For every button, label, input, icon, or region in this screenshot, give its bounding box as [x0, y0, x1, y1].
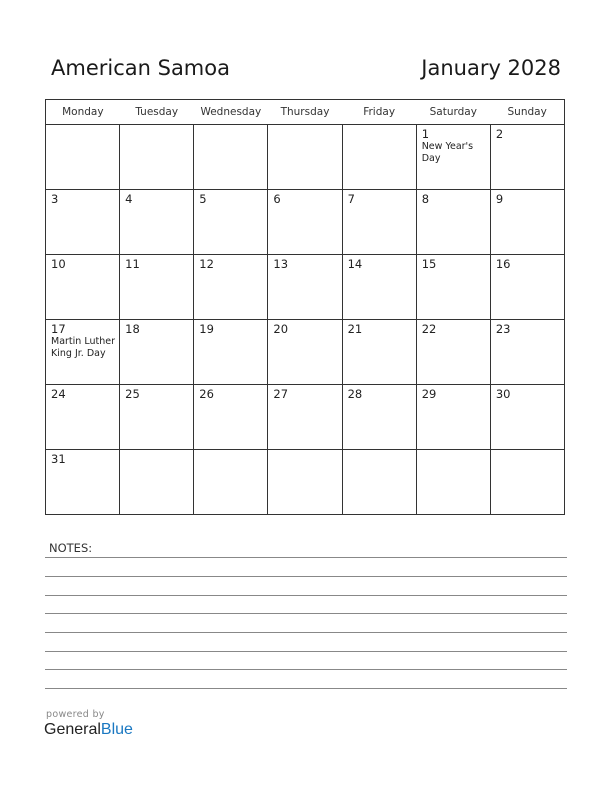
- day-number: 15: [421, 257, 437, 271]
- day-cell[interactable]: [416, 385, 490, 450]
- day-cell[interactable]: [490, 320, 564, 385]
- day-number: [46, 125, 119, 127]
- region-title: American Samoa: [51, 56, 230, 80]
- day-number: 27: [273, 387, 289, 401]
- note-line[interactable]: [45, 669, 567, 670]
- brand-general: General: [44, 721, 101, 738]
- week-row: [46, 385, 565, 450]
- day-number: 5: [199, 192, 207, 206]
- weekday-sunday: Sunday: [490, 100, 564, 125]
- day-cell[interactable]: [120, 255, 194, 320]
- holiday-label: New Year's Day: [421, 141, 474, 164]
- day-number: 18: [125, 322, 140, 336]
- day-cell[interactable]: [342, 450, 416, 515]
- day-cell[interactable]: [46, 385, 120, 450]
- note-line[interactable]: [45, 595, 567, 596]
- brand-logo[interactable]: [44, 721, 133, 739]
- weekday-friday: Friday: [342, 100, 416, 125]
- day-number: 17: [51, 322, 66, 336]
- day-number: [194, 450, 267, 452]
- day-cell[interactable]: [416, 125, 490, 190]
- day-cell[interactable]: [490, 255, 564, 320]
- day-number: 2: [495, 127, 504, 141]
- day-number: 23: [495, 322, 511, 336]
- day-cell[interactable]: [194, 190, 268, 255]
- day-number: 28: [347, 387, 363, 401]
- day-number: 7: [347, 192, 355, 206]
- day-number: 13: [273, 257, 289, 271]
- day-number: 1: [421, 127, 430, 141]
- day-cell[interactable]: [268, 320, 342, 385]
- day-cell[interactable]: [120, 190, 194, 255]
- day-cell[interactable]: [490, 190, 564, 255]
- day-number: [417, 450, 490, 452]
- day-number: 21: [347, 322, 363, 336]
- day-number: 14: [347, 257, 363, 271]
- day-cell[interactable]: [268, 450, 342, 515]
- day-cell[interactable]: [490, 450, 564, 515]
- calendar-grid: [45, 99, 565, 515]
- day-cell[interactable]: [342, 190, 416, 255]
- day-cell[interactable]: [342, 385, 416, 450]
- day-number: [268, 125, 341, 127]
- weekday-thursday: Thursday: [268, 100, 342, 125]
- day-cell[interactable]: [46, 320, 120, 385]
- note-line[interactable]: [45, 688, 567, 689]
- day-number: [120, 125, 193, 127]
- day-number: 10: [51, 257, 66, 271]
- day-cell[interactable]: [46, 125, 120, 190]
- day-number: 24: [51, 387, 66, 401]
- note-line[interactable]: [45, 632, 567, 633]
- day-cell[interactable]: [268, 255, 342, 320]
- day-cell[interactable]: [342, 255, 416, 320]
- day-cell[interactable]: [46, 255, 120, 320]
- day-cell[interactable]: [490, 125, 564, 190]
- day-number: 16: [495, 257, 511, 271]
- day-cell[interactable]: [416, 255, 490, 320]
- weekday-saturday: Saturday: [416, 100, 490, 125]
- day-number: 29: [421, 387, 437, 401]
- day-number: 26: [199, 387, 214, 401]
- month-year-title: January 2028: [421, 56, 561, 80]
- day-number: [343, 125, 416, 127]
- week-row: [46, 255, 565, 320]
- day-cell[interactable]: [120, 385, 194, 450]
- day-number: 20: [273, 322, 289, 336]
- day-number: 8: [421, 192, 430, 206]
- note-line[interactable]: [45, 651, 567, 652]
- note-line[interactable]: [45, 576, 567, 577]
- weekday-header-row: [46, 100, 565, 125]
- day-number: 11: [125, 257, 140, 271]
- day-cell[interactable]: [268, 385, 342, 450]
- day-number: 4: [125, 192, 133, 206]
- day-number: 6: [273, 192, 281, 206]
- day-number: [194, 125, 267, 127]
- day-cell[interactable]: [194, 320, 268, 385]
- day-cell[interactable]: [194, 125, 268, 190]
- day-cell[interactable]: [268, 125, 342, 190]
- day-number: 12: [199, 257, 214, 271]
- day-cell[interactable]: [120, 450, 194, 515]
- day-cell[interactable]: [416, 450, 490, 515]
- holiday-label: Martin Luther King Jr. Day: [51, 336, 115, 359]
- day-cell[interactable]: [194, 450, 268, 515]
- day-number: 3: [51, 192, 59, 206]
- day-number: 30: [495, 387, 511, 401]
- day-number: [491, 450, 564, 452]
- week-row: [46, 320, 565, 385]
- day-cell[interactable]: [46, 450, 120, 515]
- day-cell[interactable]: [46, 190, 120, 255]
- brand-blue: Blue: [100, 721, 133, 738]
- week-row: [46, 190, 565, 255]
- day-cell[interactable]: [268, 190, 342, 255]
- day-cell[interactable]: [416, 190, 490, 255]
- day-cell[interactable]: [194, 255, 268, 320]
- note-line[interactable]: [45, 557, 567, 558]
- day-number: 25: [125, 387, 140, 401]
- day-number: [268, 450, 341, 452]
- day-cell[interactable]: [120, 125, 194, 190]
- weekday-tuesday: Tuesday: [120, 100, 194, 125]
- day-number: 19: [199, 322, 214, 336]
- day-cell[interactable]: [120, 320, 194, 385]
- day-number: 22: [421, 322, 437, 336]
- day-cell[interactable]: [194, 385, 268, 450]
- day-cell[interactable]: [342, 125, 416, 190]
- weekday-wednesday: Wednesday: [194, 100, 268, 125]
- powered-by-text: powered by: [46, 709, 105, 720]
- day-number: [343, 450, 416, 452]
- week-row: [46, 125, 565, 190]
- note-line[interactable]: [45, 613, 567, 614]
- day-number: 31: [51, 452, 66, 466]
- week-row: [46, 450, 565, 515]
- day-number: 9: [495, 192, 504, 206]
- day-number: [120, 450, 193, 452]
- weekday-monday: Monday: [46, 100, 120, 125]
- notes-label: NOTES:: [49, 541, 93, 555]
- day-cell[interactable]: [490, 385, 564, 450]
- day-cell[interactable]: [342, 320, 416, 385]
- day-cell[interactable]: [416, 320, 490, 385]
